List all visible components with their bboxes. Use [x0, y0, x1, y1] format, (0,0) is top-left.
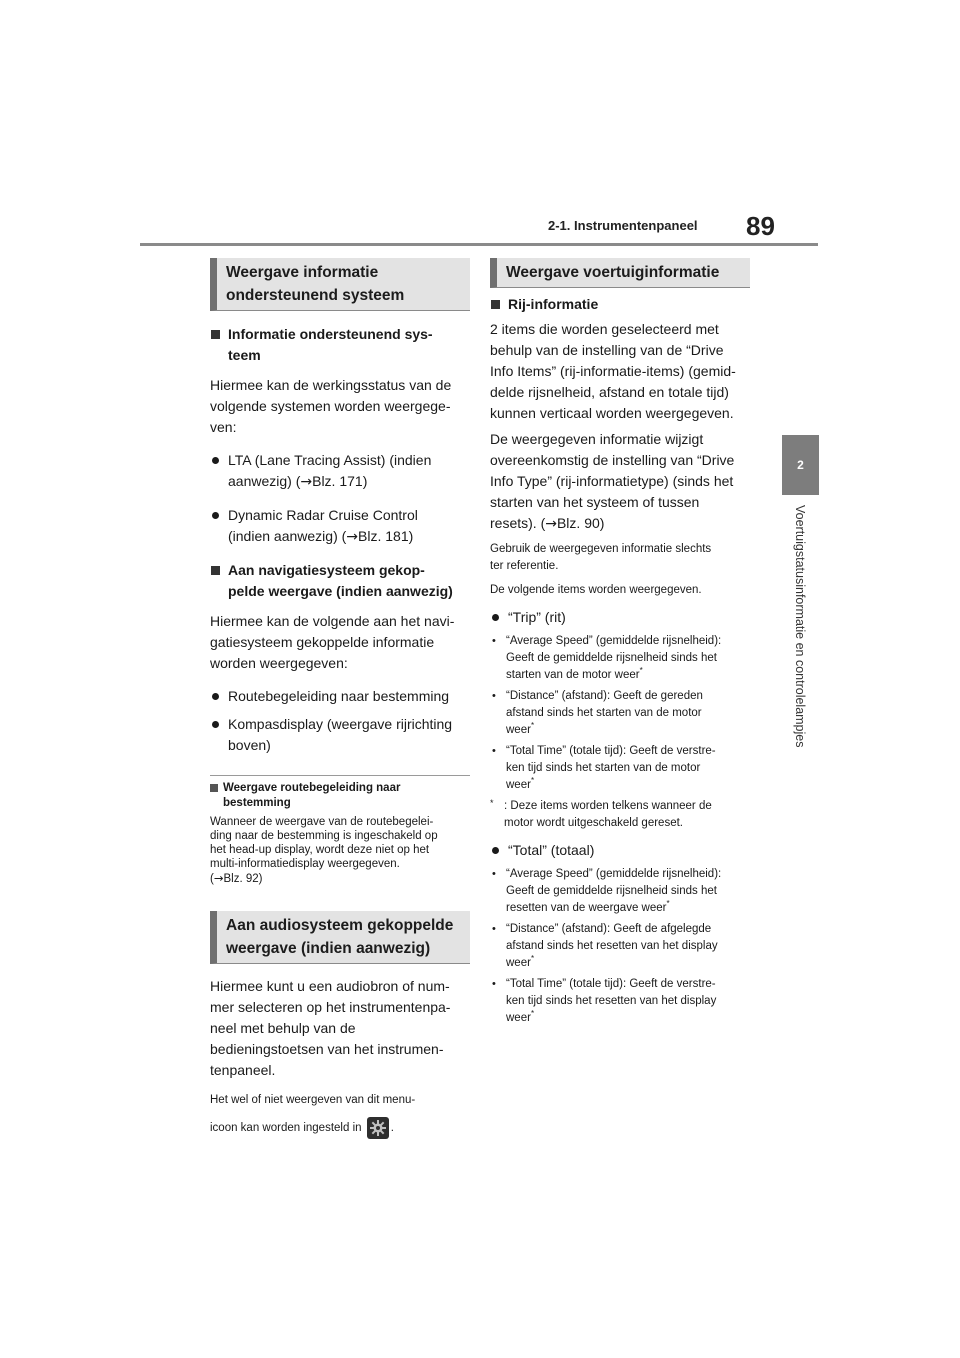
page-reference[interactable]: Blz. 92)	[223, 873, 263, 885]
text: (	[210, 873, 214, 885]
total-items	[490, 866, 750, 1027]
text-line: Geeft de gemiddelde rijsnelheid sinds het	[506, 885, 717, 897]
text: icoon kan worden ingesteld in	[210, 1122, 362, 1135]
header-divider	[140, 243, 818, 246]
text-line: Weergave routebegeleiding naar	[223, 782, 401, 794]
text-line: • “Distance” (afstand): Geeft de gereden	[506, 690, 703, 702]
text-line	[490, 513, 750, 535]
text-line: het head-up display, wordt deze niet op het	[210, 844, 430, 856]
subheading-drive-info: Rij-informatie	[490, 294, 750, 315]
subheading-navigation	[210, 560, 470, 602]
list-item	[490, 921, 750, 972]
text-line: Gebruik de weergegeven informatie slechts	[490, 543, 712, 555]
text-line: ter referentie.	[490, 560, 559, 572]
text-line: 2 items die worden geselecteerd met	[490, 321, 719, 337]
subheading-line: Informatie ondersteunend sys-	[228, 326, 433, 342]
text-line: delde rijsnelheid, afstand en totale tijd)	[490, 384, 729, 400]
gear-icon	[367, 1117, 389, 1139]
text-line: neel met behulp van de	[210, 1020, 356, 1036]
arrow-icon: →	[346, 529, 359, 545]
chapter-title: Voertuigstatusinformatie en controlelampjes	[793, 505, 807, 748]
text-line: behulp van de instelling van de “Drive	[490, 342, 724, 358]
text-line: afstand sinds het resetten van het display	[506, 940, 718, 952]
list-item	[490, 976, 750, 1027]
text-line	[228, 471, 470, 493]
text-line: tenpaneel.	[210, 1062, 276, 1078]
text-line	[506, 777, 750, 794]
text-line: “Trip” (rit)	[508, 609, 566, 625]
text-line: kunnen verticaal worden weergegeven.	[490, 405, 734, 421]
small-text	[210, 1117, 470, 1139]
text-line: Hiermee kan de volgende aan het navi-	[210, 613, 455, 629]
text-line: Kompasdisplay (weergave rijrichting	[228, 716, 453, 732]
text-line: overeenkomstig de instelling van “Drive	[490, 452, 735, 468]
text: weer	[506, 779, 531, 791]
heading-line: Aan audiosysteem gekoppelde	[226, 917, 454, 934]
small-text	[490, 541, 750, 575]
paragraph	[210, 375, 470, 438]
text-line: afstand sinds het starten van de motor	[506, 707, 702, 719]
chapter-tab[interactable]: 2	[782, 435, 819, 495]
text-line: multi-informatiedisplay weergegeven.	[210, 858, 400, 870]
text: weer	[506, 724, 531, 736]
text-line: Wanneer de weergave van de routebegelei-	[210, 816, 434, 828]
text-line: starten van het systeem of tussen	[490, 494, 700, 510]
text-line: Hiermee kunt u een audiobron of num-	[210, 978, 450, 994]
text-line	[506, 1010, 750, 1027]
paragraph	[210, 611, 470, 674]
text-line: Routebegeleiding naar bestemming	[228, 688, 450, 704]
text: weer	[506, 957, 531, 969]
list-item-total	[490, 840, 750, 861]
text: (indien aanwezig) (	[228, 528, 347, 544]
text-line: • “Total Time” (totale tijd): Geeft de verstre-	[506, 978, 716, 990]
text-line: Geeft de gemiddelde rijsnelheid sinds het	[506, 652, 717, 664]
text: aanwezig) (	[228, 473, 301, 489]
arrow-icon: →	[300, 474, 313, 490]
text-line: : Deze items worden telkens wanneer de	[504, 800, 712, 812]
subheading-line: teem	[228, 347, 261, 363]
text-line: Hiermee kan de werkingsstatus van de	[210, 377, 452, 393]
left-column	[210, 258, 470, 1139]
list-item	[490, 633, 750, 684]
text-line: • “Total Time” (totale tijd): Geeft de verstre-	[506, 745, 716, 757]
text-line	[228, 526, 470, 548]
text-line: • “Distance” (afstand): Geeft de afgelegde	[506, 923, 712, 935]
small-text: Het wel of niet weergeven van dit menu-	[210, 1094, 416, 1106]
page-reference[interactable]: Blz. 90)	[556, 515, 605, 531]
footnote-mark: *	[666, 899, 670, 909]
heading-line: ondersteunend systeem	[226, 287, 405, 304]
text-line: ken tijd sinds het resetten van het display	[506, 995, 717, 1007]
text-line: boven)	[228, 737, 271, 753]
note-body	[210, 815, 470, 886]
list-item	[210, 686, 470, 707]
subheading-line: pelde weergave (indien aanwezig)	[228, 583, 453, 599]
list-item	[210, 450, 470, 493]
text-line: LTA (Lane Tracing Assist) (indien	[228, 452, 432, 468]
subheading-line: Aan navigatiesysteem gekop-	[228, 562, 425, 578]
footnote-mark: *	[639, 666, 643, 676]
text-line: • “Average Speed” (gemiddelde rijsnelheid):	[506, 868, 722, 880]
paragraph	[210, 976, 470, 1081]
small-text: De volgende items worden weergegeven.	[490, 584, 702, 596]
text-line: ding naar de bestemming is ingeschakeld op	[210, 830, 438, 842]
text-line	[506, 900, 750, 917]
text-line	[210, 871, 470, 886]
page-reference[interactable]: Blz. 181)	[358, 528, 414, 544]
list-item	[490, 688, 750, 739]
note-heading	[210, 781, 470, 811]
right-column	[490, 258, 750, 1027]
note-block	[210, 781, 470, 886]
text-line: volgende systemen worden weergege-	[210, 398, 451, 414]
list-item	[210, 505, 470, 548]
list-item-trip	[490, 607, 750, 628]
text-line: De weergegeven informatie wijzigt	[490, 431, 704, 447]
list-item	[210, 714, 470, 756]
text-line: bedieningstoetsen van het instrumen-	[210, 1041, 444, 1057]
footnote-mark: *	[530, 1009, 535, 1019]
text-line: mer selecteren op het instrumentenpa-	[210, 999, 451, 1015]
paragraph	[490, 319, 750, 424]
footnote-mark: *	[530, 721, 535, 731]
footnote-mark: *	[530, 954, 535, 964]
heading-line: weergave (indien aanwezig)	[226, 940, 431, 957]
text-line	[506, 667, 750, 684]
text-line: • “Average Speed” (gemiddelde rijsnelheid):	[506, 635, 722, 647]
text: weer	[506, 1012, 531, 1024]
list-item	[490, 743, 750, 794]
heading-line: Weergave informatie	[226, 264, 379, 281]
text: starten van de motor weer	[506, 669, 640, 681]
section-heading-vehicle-info: Weergave voertuiginformatie	[490, 258, 750, 288]
page-reference[interactable]: Blz. 171)	[312, 473, 368, 489]
text-line: “Total” (totaal)	[508, 842, 595, 858]
footnote-mark: *	[530, 776, 535, 786]
arrow-icon: →	[545, 516, 557, 532]
text-line: ken tijd sinds het starten van de motor	[506, 762, 701, 774]
text-line	[506, 722, 750, 739]
text: .	[390, 1122, 394, 1135]
text-line: worden weergegeven:	[210, 655, 348, 671]
text-line	[506, 955, 750, 972]
text-line: gatiesysteem gekoppelde informatie	[210, 634, 435, 650]
text: resets). (	[490, 515, 546, 531]
footnote	[490, 798, 750, 832]
section-heading-support-system	[210, 258, 470, 311]
text: resetten van de weergave weer	[506, 902, 667, 914]
note-divider	[210, 775, 470, 776]
subheading-support-info	[210, 324, 470, 366]
section-heading-audio	[210, 911, 470, 964]
text-line: Dynamic Radar Cruise Control	[228, 507, 418, 523]
text-line: Info Type” (rij-informatietype) (sinds het	[490, 473, 734, 489]
text-line: motor wordt uitgeschakeld gereset.	[504, 817, 683, 829]
list-item	[490, 866, 750, 917]
section-title: 2-1. Instrumentenpaneel	[548, 218, 698, 233]
text-line: Info Items” (rij-informatie-items) (gemid-	[490, 363, 736, 379]
footnote-mark: *	[490, 798, 494, 808]
text-line: ven:	[210, 419, 237, 435]
trip-items	[490, 633, 750, 832]
paragraph	[490, 429, 750, 535]
page-number: 89	[746, 211, 775, 241]
text-line: bestemming	[223, 797, 291, 809]
arrow-icon: →	[213, 871, 224, 885]
